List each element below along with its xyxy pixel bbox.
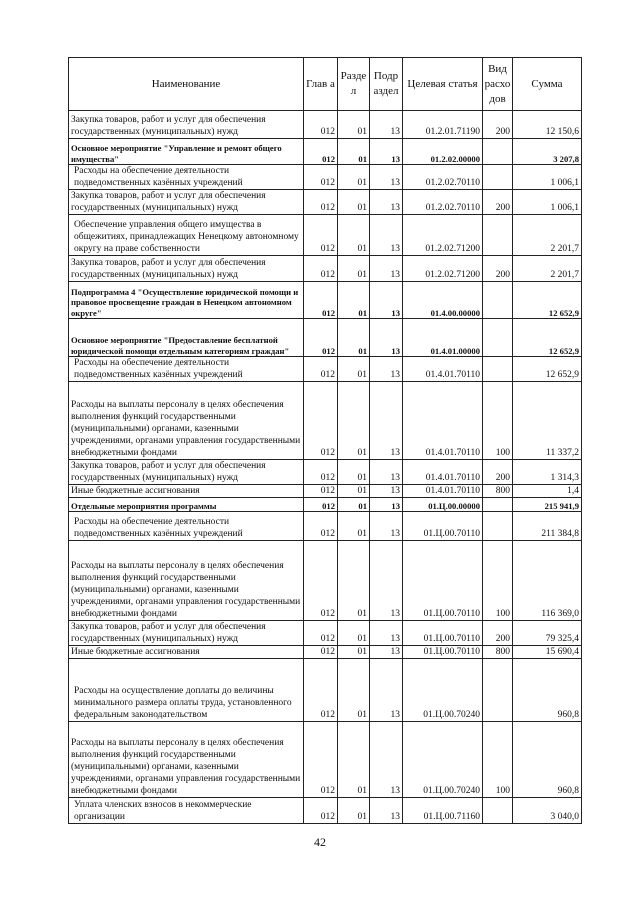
razdel-cell: 01 [338,512,370,541]
razdel-cell: 01 [338,485,370,498]
expense-type-cell [483,319,513,357]
target-article-cell: 01.4.01.00000 [403,319,483,357]
razdel-cell: 01 [338,165,370,190]
target-article-cell: 01.2.02.71200 [403,215,483,256]
target-article-cell: 01.4.01.70110 [403,485,483,498]
podrazdel-cell: 13 [370,722,403,798]
glava-cell: 012 [304,659,338,722]
podrazdel-cell: 13 [370,498,403,512]
sum-cell: 3 207,8 [513,139,582,165]
glava-cell: 012 [304,460,338,485]
name-cell: Закупка товаров, работ и услуг для обеспечения государственных (муниципальных) нужд [69,256,304,282]
razdel-cell: 01 [338,498,370,512]
sum-cell: 960,8 [513,722,582,798]
name-cell: Закупка товаров, работ и услуг для обеспечения государственных (муниципальных) нужд [69,460,304,485]
expense-type-cell: 100 [483,541,513,621]
podrazdel-cell: 13 [370,139,403,165]
table-row [69,485,582,498]
target-article-cell: 01.Ц.00.70240 [403,722,483,798]
glava-cell: 012 [304,111,338,139]
table-row [69,460,582,485]
target-article-cell: 01.Ц.00.70110 [403,621,483,646]
table-row [69,111,582,139]
sum-cell: 12 652,9 [513,357,582,382]
glava-cell: 012 [304,357,338,382]
razdel-cell: 01 [338,646,370,659]
podrazdel-cell: 13 [370,646,403,659]
razdel-cell: 01 [338,256,370,282]
table-body [69,111,582,824]
target-article-cell: 01.Ц.00.71160 [403,798,483,824]
glava-cell: 012 [304,215,338,256]
table-row [69,498,582,512]
name-cell: Расходы на обеспечение деятельности подведомственных казённых учреждений [69,357,304,382]
sum-cell: 12 652,9 [513,319,582,357]
razdel-cell: 01 [338,798,370,824]
expense-type-cell: 800 [483,646,513,659]
table-row [69,165,582,190]
sum-cell: 3 040,0 [513,798,582,824]
name-cell: Расходы на выплаты персоналу в целях обеспечения выполнения функций государственными (муниципальными) органами, казенными учреждениями, органами управления государственными внебюджетными фондами [69,382,304,460]
target-article-cell: 01.2.02.00000 [403,139,483,165]
sum-cell: 211 384,8 [513,512,582,541]
glava-cell: 012 [304,498,338,512]
glava-cell: 012 [304,512,338,541]
podrazdel-cell: 13 [370,357,403,382]
razdel-cell: 01 [338,282,370,319]
target-article-cell: 01.2.02.70110 [403,165,483,190]
glava-cell: 012 [304,282,338,319]
table-row [69,659,582,722]
target-article-cell: 01.4.00.00000 [403,282,483,319]
expense-type-cell [483,139,513,165]
expense-type-cell: 800 [483,485,513,498]
glava-cell: 012 [304,190,338,215]
sum-cell: 11 337,2 [513,382,582,460]
sum-cell: 15 690,4 [513,646,582,659]
sum-cell: 12 652,9 [513,282,582,319]
sum-cell: 12 150,6 [513,111,582,139]
podrazdel-cell: 13 [370,798,403,824]
target-article-cell: 01.Ц.00.70110 [403,541,483,621]
sum-cell: 2 201,7 [513,215,582,256]
expense-type-cell: 200 [483,460,513,485]
podrazdel-cell: 13 [370,621,403,646]
expense-type-cell [483,498,513,512]
name-cell: Расходы на выплаты персоналу в целях обеспечения выполнения функций государственными (муниципальными) органами, казенными учреждениями, органами управления государственными внебюджетными фондами [69,722,304,798]
glava-cell: 012 [304,319,338,357]
name-cell: Закупка товаров, работ и услуг для обеспечения государственных (муниципальных) нужд [69,621,304,646]
expense-type-cell: 200 [483,190,513,215]
sum-cell: 1 314,3 [513,460,582,485]
razdel-cell: 01 [338,139,370,165]
podrazdel-cell: 13 [370,165,403,190]
target-article-cell: 01.Ц.00.00000 [403,498,483,512]
razdel-cell: 01 [338,382,370,460]
podrazdel-cell: 13 [370,319,403,357]
expense-type-cell [483,798,513,824]
table-row [69,190,582,215]
sum-cell: 2 201,7 [513,256,582,282]
razdel-cell: 01 [338,111,370,139]
sum-cell: 79 325,4 [513,621,582,646]
razdel-cell: 01 [338,659,370,722]
glava-cell: 012 [304,722,338,798]
expense-type-cell [483,282,513,319]
sum-cell: 1 006,1 [513,165,582,190]
table-row [69,798,582,824]
sum-cell: 215 941,9 [513,498,582,512]
glava-cell: 012 [304,139,338,165]
razdel-cell: 01 [338,190,370,215]
name-cell: Расходы на обеспечение деятельности подведомственных казённых учреждений [69,165,304,190]
name-cell: Расходы на осуществление доплаты до величины минимального размера оплаты труда, установленного федеральным законодательством [69,659,304,722]
table-row [69,357,582,382]
page-number: 42 [314,835,326,849]
podrazdel-cell: 13 [370,460,403,485]
expense-type-cell [483,512,513,541]
header-row [69,58,582,111]
target-article-cell: 01.4.01.70110 [403,382,483,460]
razdel-cell: 01 [338,319,370,357]
glava-cell: 012 [304,165,338,190]
budget-table-container [68,57,581,824]
target-article-cell: 01.Ц.00.70110 [403,512,483,541]
sum-cell: 960,8 [513,659,582,722]
target-article-cell: 01.2.02.70110 [403,190,483,215]
podrazdel-cell: 13 [370,382,403,460]
budget-table [68,57,582,824]
table-row [69,722,582,798]
sum-cell: 1 006,1 [513,190,582,215]
table-row [69,282,582,319]
header-sum: Сумма [513,58,582,111]
podrazdel-cell: 13 [370,512,403,541]
table-row [69,319,582,357]
name-cell: Закупка товаров, работ и услуг для обеспечения государственных (муниципальных) нужд [69,111,304,139]
target-article-cell: 01.Ц.00.70110 [403,646,483,659]
table-row [69,215,582,256]
target-article-cell: 01.4.01.70110 [403,460,483,485]
table-row [69,512,582,541]
podrazdel-cell: 13 [370,541,403,621]
header-podrazdel: Подр аздел [370,58,403,111]
expense-type-cell: 200 [483,111,513,139]
table-row [69,621,582,646]
sum-cell: 116 369,0 [513,541,582,621]
table-row [69,139,582,165]
glava-cell: 012 [304,256,338,282]
name-cell: Расходы на обеспечение деятельности подведомственных казённых учреждений [69,512,304,541]
razdel-cell: 01 [338,722,370,798]
name-cell: Основное мероприятие "Управление и ремонт общего имущества" [69,139,304,165]
expense-type-cell: 200 [483,621,513,646]
name-cell: Уплата членских взносов в некоммерческие организации [69,798,304,824]
name-cell: Расходы на выплаты персоналу в целях обеспечения выполнения функций государственными (муниципальными) органами, казенными учреждениями, органами управления государственными внебюджетными фондами [69,541,304,621]
target-article-cell: 01.4.01.70110 [403,357,483,382]
name-cell: Подпрограмма 4 "Осуществление юридической помощи и правовое просвещение граждан в Ненецком автономном округе" [69,282,304,319]
header-target: Целевая статья [403,58,483,111]
glava-cell: 012 [304,485,338,498]
name-cell: Основное мероприятие "Предоставление бесплатной юридической помощи отдельным категориям граждан" [69,319,304,357]
razdel-cell: 01 [338,541,370,621]
glava-cell: 012 [304,541,338,621]
target-article-cell: 01.2.02.71200 [403,256,483,282]
expense-type-cell: 200 [483,256,513,282]
podrazdel-cell: 13 [370,111,403,139]
table-row [69,256,582,282]
glava-cell: 012 [304,646,338,659]
glava-cell: 012 [304,798,338,824]
razdel-cell: 01 [338,621,370,646]
podrazdel-cell: 13 [370,256,403,282]
podrazdel-cell: 13 [370,190,403,215]
target-article-cell: 01.2.01.71190 [403,111,483,139]
sum-cell: 1,4 [513,485,582,498]
table-row [69,541,582,621]
glava-cell: 012 [304,621,338,646]
podrazdel-cell: 13 [370,282,403,319]
name-cell: Иные бюджетные ассигнования [69,646,304,659]
name-cell: Обеспечение управления общего имущества в общежитиях, принадлежащих Ненецкому автономному округу на праве собственности [69,215,304,256]
razdel-cell: 01 [338,215,370,256]
expense-type-cell [483,659,513,722]
name-cell: Закупка товаров, работ и услуг для обеспечения государственных (муниципальных) нужд [69,190,304,215]
table-row [69,382,582,460]
expense-type-cell: 100 [483,382,513,460]
expense-type-cell [483,165,513,190]
podrazdel-cell: 13 [370,659,403,722]
header-razdel: Разде л [338,58,370,111]
name-cell: Иные бюджетные ассигнования [69,485,304,498]
target-article-cell: 01.Ц.00.70240 [403,659,483,722]
razdel-cell: 01 [338,357,370,382]
expense-type-cell [483,215,513,256]
podrazdel-cell: 13 [370,215,403,256]
header-glava: Глав а [304,58,338,111]
name-cell: Отдельные мероприятия программы [69,498,304,512]
expense-type-cell [483,357,513,382]
table-row [69,646,582,659]
header-name: Наименование [69,58,304,111]
header-vid: Вид расхо дов [483,58,513,111]
glava-cell: 012 [304,382,338,460]
razdel-cell: 01 [338,460,370,485]
expense-type-cell: 100 [483,722,513,798]
podrazdel-cell: 13 [370,485,403,498]
